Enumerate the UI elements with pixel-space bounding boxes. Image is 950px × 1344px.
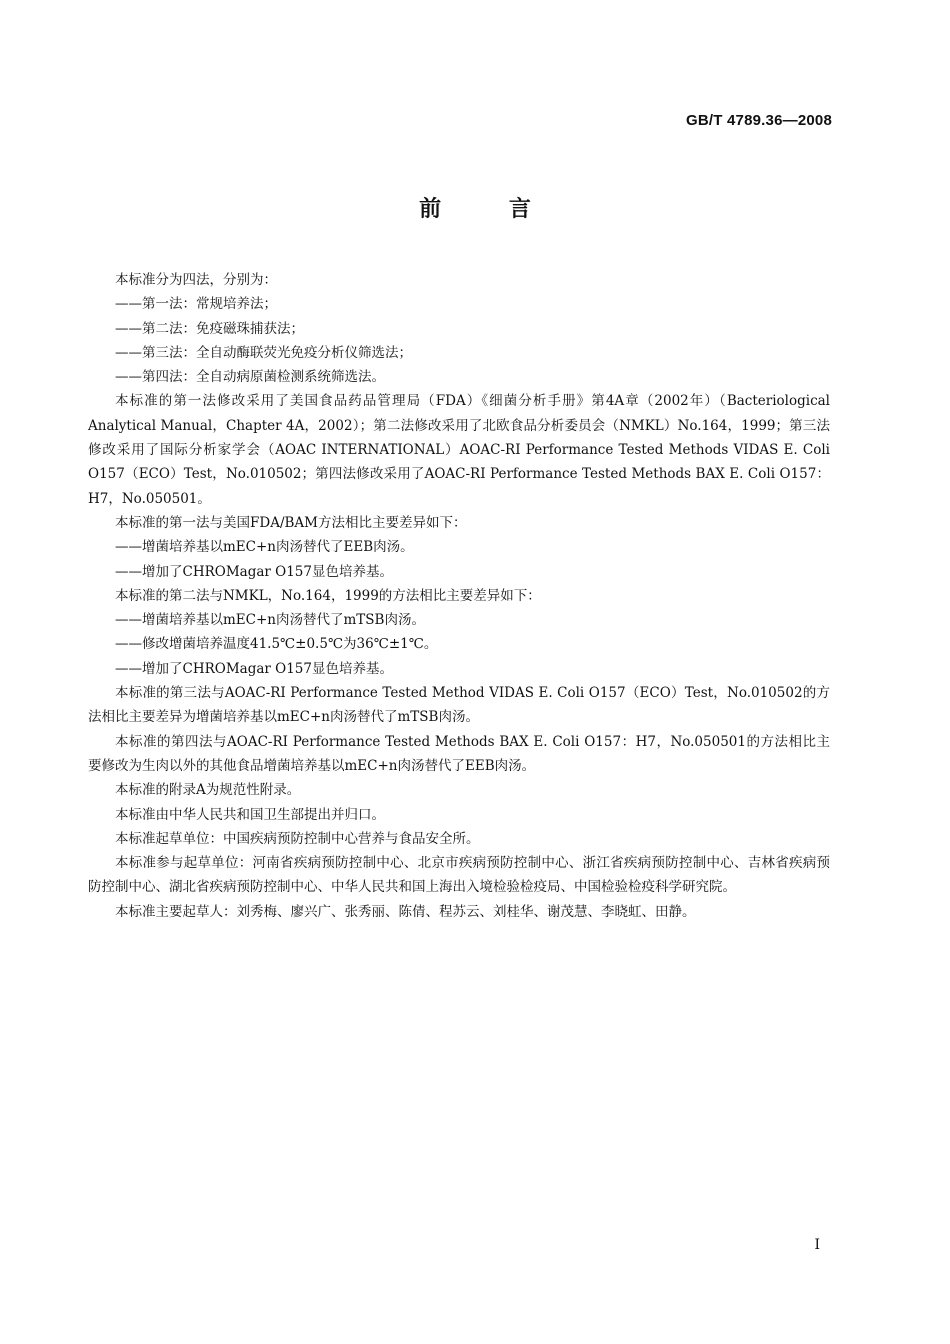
standard-code: GB/T 4789.36—2008 bbox=[686, 112, 832, 129]
paragraph-drafting-unit: 本标准起草单位：中国疾病预防控制中心营养与食品安全所。 bbox=[115, 830, 480, 847]
list-item-diff-2b: ——修改增菌培养温度41.5℃±0.5℃为36℃±1℃。 bbox=[115, 636, 438, 653]
paragraph-proposer: 本标准由中华人民共和国卫生部提出并归口。 bbox=[115, 806, 385, 823]
paragraph-drafters: 本标准主要起草人：刘秀梅、廖兴广、张秀丽、陈倩、程苏云、刘桂华、谢茂慧、李晓虹、田静。 bbox=[115, 903, 696, 920]
paragraph-appendix: 本标准的附录A为规范性附录。 bbox=[115, 782, 301, 799]
paragraph-method-1-diff: 本标准的第一法与美国FDA/BAM方法相比主要差异如下： bbox=[115, 514, 467, 531]
list-item-method-2: ——第二法：免疫磁珠捕获法； bbox=[115, 320, 304, 337]
paragraph-method-3-diff: 本标准的第三法与AOAC-RI Performance Tested Method VIDAS E. Coli O157（ECO）Test，No.010502的方法相比主要差异为增菌培养基以mEC+n肉汤替代了mTSB肉汤。 bbox=[88, 685, 830, 726]
list-item-method-3: ——第三法：全自动酶联荧光免疫分析仪筛选法； bbox=[115, 344, 412, 361]
list-item-diff-2c: ——增加了CHROMagar O157显色培养基。 bbox=[115, 660, 393, 677]
preface-body bbox=[88, 268, 830, 924]
list-item-method-1: ——第一法：常规培养法； bbox=[115, 296, 277, 313]
page-title: 前 言 bbox=[419, 197, 561, 222]
paragraph-method-2-diff: 本标准的第二法与NMKL，No.164，1999的方法相比主要差异如下： bbox=[115, 587, 541, 604]
list-item-diff-1a: ——增菌培养基以mEC+n肉汤替代了EEB肉汤。 bbox=[115, 539, 414, 556]
page-number: I bbox=[814, 1237, 820, 1253]
paragraph-participating-units: 本标准参与起草单位：河南省疾病预防控制中心、北京市疾病预防控制中心、浙江省疾病预防控制中心、吉林省疾病预防控制中心、湖北省疾病预防控制中心、中华人民共和国上海出入境检验检疫局、中国检验检疫科学研究院。 bbox=[88, 855, 830, 896]
paragraph-adoption: 本标准的第一法修改采用了美国食品药品管理局（FDA）《细菌分析手册》第4A章（2002年）（Bacteriological Analytical Manual，Chapter 4A，2002）；第二法修改采用了北欧食品分析委员会（NMKL）No.164，1999；第三法修改采用了国际分析家学会（AOAC INTERNATIONAL）AOAC-RI Performance Tested Methods VIDAS E. Coli O157（ECO）Test，No.010502；第四法修改采用了AOAC-RI Performance Tested Methods BAX E. Coli O157：H7，No.050501。 bbox=[88, 393, 830, 507]
paragraph-intro: 本标准分为四法，分别为： bbox=[115, 272, 277, 288]
paragraph-method-4-diff: 本标准的第四法与AOAC-RI Performance Tested Methods BAX E. Coli O157：H7，No.050501的方法相比主要修改为生肉以外的其他食品增菌培养基以mEC+n肉汤替代了EEB肉汤。 bbox=[88, 733, 830, 774]
list-item-method-4: ——第四法：全自动病原菌检测系统筛选法。 bbox=[115, 369, 385, 386]
list-item-diff-2a: ——增菌培养基以mEC+n肉汤替代了mTSB肉汤。 bbox=[115, 612, 425, 629]
list-item-diff-1b: ——增加了CHROMagar O157显色培养基。 bbox=[115, 563, 393, 580]
